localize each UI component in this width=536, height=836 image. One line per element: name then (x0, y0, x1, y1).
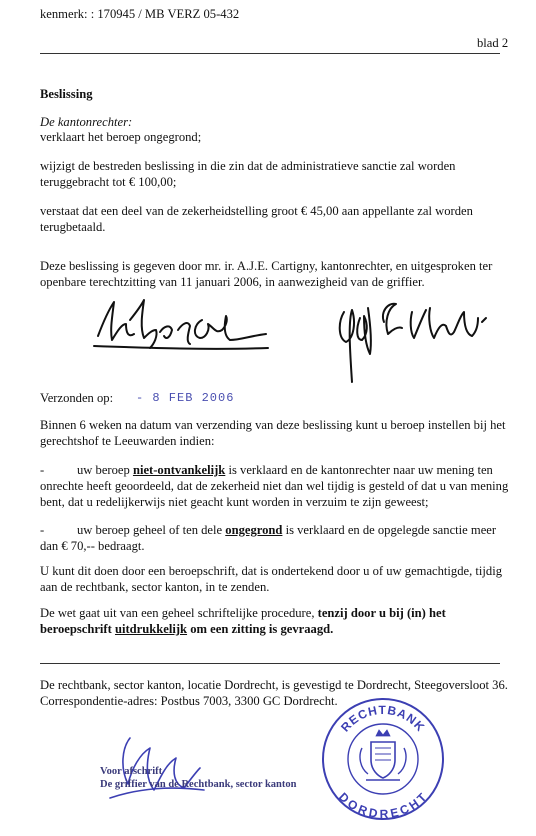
correspondence-address: Correspondentie-adres: Postbus 7003, 3300 GC Dordrecht. (40, 694, 338, 708)
sent-date-stamp: - 8 FEB 2006 (136, 391, 235, 405)
copy-clerk-line: De griffier van de Rechtbank, sector kanton (100, 779, 297, 790)
how-to-line-1: U kunt dit doen door een beroepschrift, dat is ondertekend door u of uw gemachtigde, tijdig (40, 564, 503, 578)
seal-top-text: RECHTBANK (338, 702, 428, 735)
appeal-intro-line-2: gerechtshof te Leeuwarden indien: (40, 434, 215, 448)
clerk-signature (326, 282, 496, 392)
bullet-1-line-3: bent, dat u redelijkerwijs niet geacht kunt worden in verzuim te zijn geweest; (40, 495, 429, 509)
case-reference: kenmerk: : 170945 / MB VERZ 05-432 (40, 7, 240, 21)
copy-label: Voor afschrift (100, 766, 163, 777)
decision-heading: Beslissing (40, 87, 93, 101)
bullet-1-line-2: onrechte heeft geoordeeld, dat de zekerheid niet dan wel tijdig is gesteld of dat u van mening (40, 479, 509, 493)
appeal-intro-line-1: Binnen 6 weken na datum van verzending van deze beslissing kunt u beroep instellen bij het (40, 418, 506, 432)
bullet-1-line-1: uw beroep niet-ontvankelijk is verklaard en de kantonrechter naar uw mening ten (77, 463, 493, 477)
decision-item-3-line-1: verstaat dat een deel van de zekerheidstelling groot € 45,00 aan appellante zal worden (40, 204, 473, 218)
law-line-1: De wet gaat uit van een geheel schriftelijke procedure, tenzij door u bij (in) het (40, 606, 446, 620)
header-rule (40, 53, 500, 54)
decision-item-2-line-2: teruggebracht tot € 100,00; (40, 175, 177, 189)
page-number: blad 2 (477, 36, 509, 50)
seal-bottom-text: DORDRECHT (336, 789, 431, 822)
decision-item-1: verklaart het beroep ongegrond; (40, 130, 202, 144)
decision-item-2-line-1: wijzigt de bestreden beslissing in die zin dat de administratieve sanctie zal worden (40, 159, 456, 173)
footer-rule (40, 663, 500, 664)
how-to-line-2: aan de rechtbank, sector kanton, in te zenden. (40, 580, 270, 594)
court-location: De rechtbank, sector kanton, locatie Dordrecht, is gevestigd te Dordrecht, Steegoversloot 36. (40, 678, 508, 692)
bullet-1-dash: - (40, 463, 45, 477)
given-by-line-1: Deze beslissing is gegeven door mr. ir. A.J.E. Cartigny, kantonrechter, en uitgesproken ter (40, 259, 493, 273)
court-seal (318, 694, 448, 824)
coat-of-arms-emblem (360, 730, 406, 780)
sent-label: Verzonden op: (40, 391, 114, 405)
judge-label: De kantonrechter: (40, 115, 133, 129)
given-by-line-2: openbare terechtzitting van 11 januari 2006, in aanwezigheid van de griffier. (40, 275, 425, 289)
bullet-2-line-1: uw beroep geheel of ten dele ongegrond is verklaard en de opgelegde sanctie meer (77, 523, 497, 537)
decision-item-3-line-2: terugbetaald. (40, 220, 106, 234)
judge-signature (90, 290, 280, 362)
bullet-2-dash: - (40, 523, 45, 537)
law-line-2: beroepschrift uitdrukkelijk om een zitting is gevraagd. (40, 622, 334, 636)
bullet-2-line-2: dan € 70,-- bedraagt. (40, 539, 145, 553)
